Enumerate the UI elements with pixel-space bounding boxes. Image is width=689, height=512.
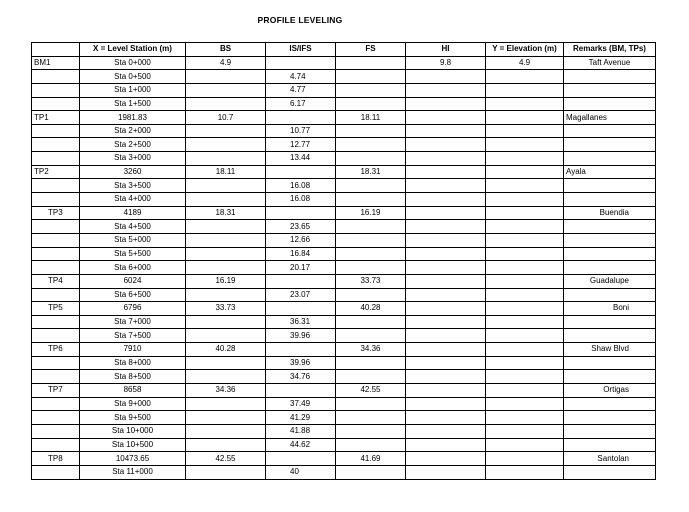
cell-is	[266, 206, 336, 220]
cell-level: Sta 5+000	[80, 233, 186, 247]
table-row	[32, 220, 656, 234]
cell-fs	[336, 152, 406, 166]
cell-is: 16.84	[266, 247, 336, 261]
cell-elev	[486, 193, 564, 207]
cell-level: Sta 4+000	[80, 193, 186, 207]
cell-hi	[406, 424, 486, 438]
cell-station	[32, 70, 80, 84]
cell-is: 37.49	[266, 397, 336, 411]
cell-fs	[336, 411, 406, 425]
cell-hi	[406, 247, 486, 261]
cell-remarks	[564, 370, 656, 384]
cell-hi	[406, 70, 486, 84]
cell-bs: 18.11	[186, 165, 266, 179]
cell-station: TP5	[32, 302, 80, 316]
cell-remarks	[564, 193, 656, 207]
cell-is: 13.44	[266, 152, 336, 166]
cell-level: 6024	[80, 274, 186, 288]
table-row	[32, 56, 656, 70]
cell-bs	[186, 411, 266, 425]
table-row	[32, 165, 656, 179]
cell-station	[32, 247, 80, 261]
cell-hi	[406, 261, 486, 275]
table-body	[32, 56, 656, 479]
cell-station	[32, 411, 80, 425]
cell-elev	[486, 452, 564, 466]
cell-fs	[336, 233, 406, 247]
cell-level: Sta 11+000	[80, 465, 186, 479]
cell-bs	[186, 424, 266, 438]
cell-is: 39.96	[266, 329, 336, 343]
cell-station	[32, 261, 80, 275]
cell-level: Sta 9+000	[80, 397, 186, 411]
cell-remarks	[564, 288, 656, 302]
cell-hi	[406, 465, 486, 479]
cell-remarks: Santolan	[564, 452, 656, 466]
table-row	[32, 329, 656, 343]
table-row	[32, 111, 656, 125]
cell-remarks: Buendia	[564, 206, 656, 220]
cell-remarks: Guadalupe	[564, 274, 656, 288]
cell-level: Sta 7+000	[80, 315, 186, 329]
cell-fs: 33.73	[336, 274, 406, 288]
cell-is	[266, 302, 336, 316]
cell-remarks	[564, 438, 656, 452]
cell-is	[266, 165, 336, 179]
cell-elev	[486, 274, 564, 288]
cell-elev	[486, 233, 564, 247]
cell-bs	[186, 124, 266, 138]
cell-is: 41.29	[266, 411, 336, 425]
cell-bs	[186, 179, 266, 193]
cell-bs: 40.28	[186, 343, 266, 357]
cell-elev	[486, 247, 564, 261]
cell-level: Sta 0+500	[80, 70, 186, 84]
cell-remarks	[564, 233, 656, 247]
cell-is	[266, 452, 336, 466]
cell-level: Sta 6+000	[80, 261, 186, 275]
cell-station	[32, 465, 80, 479]
header-bs: BS	[186, 43, 266, 57]
table-row	[32, 452, 656, 466]
cell-fs: 18.11	[336, 111, 406, 125]
cell-elev	[486, 83, 564, 97]
cell-elev	[486, 70, 564, 84]
cell-hi	[406, 397, 486, 411]
table-row	[32, 288, 656, 302]
cell-station	[32, 138, 80, 152]
cell-bs: 42.55	[186, 452, 266, 466]
cell-station	[32, 233, 80, 247]
cell-remarks	[564, 356, 656, 370]
cell-remarks: Shaw Blvd	[564, 343, 656, 357]
cell-level: Sta 2+500	[80, 138, 186, 152]
cell-remarks	[564, 138, 656, 152]
cell-elev	[486, 138, 564, 152]
cell-hi	[406, 220, 486, 234]
cell-remarks	[564, 315, 656, 329]
cell-elev	[486, 424, 564, 438]
cell-level: Sta 1+000	[80, 83, 186, 97]
cell-remarks: Ayala	[564, 165, 656, 179]
cell-fs: 34.36	[336, 343, 406, 357]
cell-station	[32, 370, 80, 384]
cell-remarks: Boni	[564, 302, 656, 316]
cell-station: TP7	[32, 384, 80, 398]
cell-fs	[336, 56, 406, 70]
cell-level: 10473.65	[80, 452, 186, 466]
cell-level: Sta 2+000	[80, 124, 186, 138]
cell-level: 7910	[80, 343, 186, 357]
cell-station: TP4	[32, 274, 80, 288]
cell-bs	[186, 83, 266, 97]
cell-remarks	[564, 220, 656, 234]
cell-remarks: Ortigas	[564, 384, 656, 398]
cell-elev	[486, 329, 564, 343]
cell-bs	[186, 315, 266, 329]
cell-station	[32, 438, 80, 452]
cell-is: 36.31	[266, 315, 336, 329]
cell-is: 16.08	[266, 193, 336, 207]
cell-hi	[406, 97, 486, 111]
cell-station	[32, 356, 80, 370]
cell-elev	[486, 411, 564, 425]
cell-is: 34.76	[266, 370, 336, 384]
table-row	[32, 438, 656, 452]
table-row	[32, 424, 656, 438]
cell-hi	[406, 343, 486, 357]
cell-fs	[336, 179, 406, 193]
cell-station: TP8	[32, 452, 80, 466]
cell-elev	[486, 384, 564, 398]
cell-station	[32, 124, 80, 138]
header-hi: HI	[406, 43, 486, 57]
cell-fs	[336, 138, 406, 152]
page-title: PROFILE LEVELING	[257, 15, 343, 25]
table-row	[32, 261, 656, 275]
cell-station: TP6	[32, 343, 80, 357]
cell-station	[32, 97, 80, 111]
cell-level: Sta 9+500	[80, 411, 186, 425]
cell-fs	[336, 370, 406, 384]
cell-bs	[186, 397, 266, 411]
cell-station	[32, 288, 80, 302]
cell-elev	[486, 343, 564, 357]
table-row	[32, 179, 656, 193]
cell-hi	[406, 206, 486, 220]
table-row	[32, 124, 656, 138]
cell-station	[32, 179, 80, 193]
cell-hi	[406, 288, 486, 302]
cell-elev	[486, 288, 564, 302]
cell-hi	[406, 356, 486, 370]
cell-station	[32, 83, 80, 97]
cell-remarks	[564, 152, 656, 166]
cell-bs	[186, 370, 266, 384]
cell-level: Sta 10+500	[80, 438, 186, 452]
cell-remarks	[564, 70, 656, 84]
table-row	[32, 152, 656, 166]
header-level-station: X = Level Station (m)	[80, 43, 186, 57]
cell-elev	[486, 302, 564, 316]
cell-is	[266, 111, 336, 125]
cell-elev	[486, 261, 564, 275]
cell-is: 12.66	[266, 233, 336, 247]
table-row	[32, 343, 656, 357]
cell-fs	[336, 424, 406, 438]
table-row	[32, 83, 656, 97]
header-remarks: Remarks (BM, TPs)	[564, 43, 656, 57]
cell-hi	[406, 193, 486, 207]
cell-bs	[186, 152, 266, 166]
cell-remarks	[564, 179, 656, 193]
table-row	[32, 274, 656, 288]
cell-remarks	[564, 247, 656, 261]
table-row	[32, 315, 656, 329]
cell-station: BM1	[32, 56, 80, 70]
cell-fs	[336, 70, 406, 84]
cell-hi	[406, 138, 486, 152]
cell-bs: 33.73	[186, 302, 266, 316]
table-row	[32, 370, 656, 384]
cell-station: TP2	[32, 165, 80, 179]
cell-bs: 16.19	[186, 274, 266, 288]
cell-level: Sta 3+000	[80, 152, 186, 166]
cell-hi	[406, 179, 486, 193]
cell-bs	[186, 465, 266, 479]
cell-bs: 4.9	[186, 56, 266, 70]
cell-bs	[186, 356, 266, 370]
cell-level: 3260	[80, 165, 186, 179]
cell-level: 1981.83	[80, 111, 186, 125]
table-row	[32, 70, 656, 84]
cell-fs	[336, 193, 406, 207]
cell-station: TP3	[32, 206, 80, 220]
cell-level: Sta 1+500	[80, 97, 186, 111]
cell-is: 39.96	[266, 356, 336, 370]
cell-bs	[186, 70, 266, 84]
cell-bs: 10.7	[186, 111, 266, 125]
cell-is: 4.77	[266, 83, 336, 97]
cell-is: 12.77	[266, 138, 336, 152]
cell-is: 10.77	[266, 124, 336, 138]
cell-elev	[486, 179, 564, 193]
cell-elev	[486, 206, 564, 220]
cell-station	[32, 397, 80, 411]
cell-elev	[486, 370, 564, 384]
cell-bs	[186, 261, 266, 275]
header-station	[32, 43, 80, 57]
table-row	[32, 247, 656, 261]
cell-hi	[406, 152, 486, 166]
cell-hi	[406, 411, 486, 425]
cell-bs	[186, 220, 266, 234]
table-row	[32, 233, 656, 247]
cell-fs	[336, 397, 406, 411]
cell-fs	[336, 220, 406, 234]
cell-is: 23.65	[266, 220, 336, 234]
cell-station	[32, 329, 80, 343]
cell-elev	[486, 465, 564, 479]
cell-level: Sta 8+000	[80, 356, 186, 370]
table-row	[32, 302, 656, 316]
header-fs: FS	[336, 43, 406, 57]
table-row	[32, 411, 656, 425]
cell-hi	[406, 165, 486, 179]
cell-hi	[406, 124, 486, 138]
cell-level: Sta 3+500	[80, 179, 186, 193]
cell-remarks	[564, 97, 656, 111]
header-row	[32, 43, 656, 57]
cell-is: 4.74	[266, 70, 336, 84]
cell-hi	[406, 384, 486, 398]
cell-station	[32, 193, 80, 207]
cell-fs	[336, 97, 406, 111]
cell-is	[266, 274, 336, 288]
cell-is: 44.62	[266, 438, 336, 452]
cell-level: 8658	[80, 384, 186, 398]
table-row	[32, 465, 656, 479]
cell-elev	[486, 397, 564, 411]
cell-hi	[406, 329, 486, 343]
cell-fs	[336, 288, 406, 302]
cell-elev	[486, 315, 564, 329]
cell-level: 4189	[80, 206, 186, 220]
cell-station	[32, 424, 80, 438]
table-row	[32, 356, 656, 370]
cell-hi	[406, 233, 486, 247]
cell-remarks	[564, 83, 656, 97]
cell-remarks	[564, 424, 656, 438]
table-row	[32, 138, 656, 152]
cell-elev	[486, 152, 564, 166]
cell-fs	[336, 465, 406, 479]
cell-remarks	[564, 411, 656, 425]
cell-elev	[486, 356, 564, 370]
cell-bs	[186, 97, 266, 111]
cell-hi	[406, 274, 486, 288]
cell-hi	[406, 315, 486, 329]
cell-is	[266, 384, 336, 398]
cell-is	[266, 56, 336, 70]
cell-hi	[406, 111, 486, 125]
cell-station	[32, 152, 80, 166]
cell-fs	[336, 356, 406, 370]
cell-level: Sta 7+500	[80, 329, 186, 343]
cell-remarks	[564, 465, 656, 479]
cell-level: Sta 8+500	[80, 370, 186, 384]
cell-level: Sta 10+000	[80, 424, 186, 438]
cell-is: 6.17	[266, 97, 336, 111]
cell-bs	[186, 288, 266, 302]
cell-is: 40	[266, 465, 336, 479]
cell-fs: 16.19	[336, 206, 406, 220]
cell-fs	[336, 124, 406, 138]
cell-elev	[486, 438, 564, 452]
cell-station: TP1	[32, 111, 80, 125]
cell-fs: 40.28	[336, 302, 406, 316]
cell-elev: 4.9	[486, 56, 564, 70]
cell-bs	[186, 438, 266, 452]
cell-is: 23.07	[266, 288, 336, 302]
cell-station	[32, 315, 80, 329]
cell-fs: 42.55	[336, 384, 406, 398]
cell-fs	[336, 329, 406, 343]
table-row	[32, 397, 656, 411]
cell-is: 20.17	[266, 261, 336, 275]
cell-level: 6796	[80, 302, 186, 316]
cell-bs	[186, 329, 266, 343]
cell-level: Sta 0+000	[80, 56, 186, 70]
cell-elev	[486, 97, 564, 111]
table-row	[32, 193, 656, 207]
cell-is: 41.88	[266, 424, 336, 438]
cell-elev	[486, 220, 564, 234]
cell-bs	[186, 138, 266, 152]
cell-elev	[486, 124, 564, 138]
cell-hi	[406, 302, 486, 316]
header-is-ifs: IS/IFS	[266, 43, 336, 57]
table-row	[32, 206, 656, 220]
cell-fs	[336, 83, 406, 97]
cell-remarks: Taft Avenue	[564, 56, 656, 70]
cell-fs	[336, 261, 406, 275]
cell-level: Sta 5+500	[80, 247, 186, 261]
cell-bs: 34.36	[186, 384, 266, 398]
table-row	[32, 384, 656, 398]
cell-level: Sta 4+500	[80, 220, 186, 234]
profile-leveling-table	[31, 42, 656, 480]
cell-hi	[406, 452, 486, 466]
cell-elev	[486, 111, 564, 125]
cell-is: 16.08	[266, 179, 336, 193]
cell-hi	[406, 370, 486, 384]
cell-elev	[486, 165, 564, 179]
header-elevation: Y = Elevation (m)	[486, 43, 564, 57]
cell-fs	[336, 438, 406, 452]
cell-bs	[186, 193, 266, 207]
cell-level: Sta 6+500	[80, 288, 186, 302]
cell-remarks	[564, 397, 656, 411]
cell-remarks	[564, 329, 656, 343]
cell-bs	[186, 233, 266, 247]
cell-hi: 9.8	[406, 56, 486, 70]
cell-remarks	[564, 124, 656, 138]
cell-bs: 18.31	[186, 206, 266, 220]
cell-fs: 18.31	[336, 165, 406, 179]
cell-bs	[186, 247, 266, 261]
cell-station	[32, 220, 80, 234]
cell-is	[266, 343, 336, 357]
cell-fs	[336, 315, 406, 329]
cell-fs: 41.69	[336, 452, 406, 466]
cell-remarks: Magallanes	[564, 111, 656, 125]
cell-remarks	[564, 261, 656, 275]
table-row	[32, 97, 656, 111]
cell-fs	[336, 247, 406, 261]
cell-hi	[406, 438, 486, 452]
cell-hi	[406, 83, 486, 97]
